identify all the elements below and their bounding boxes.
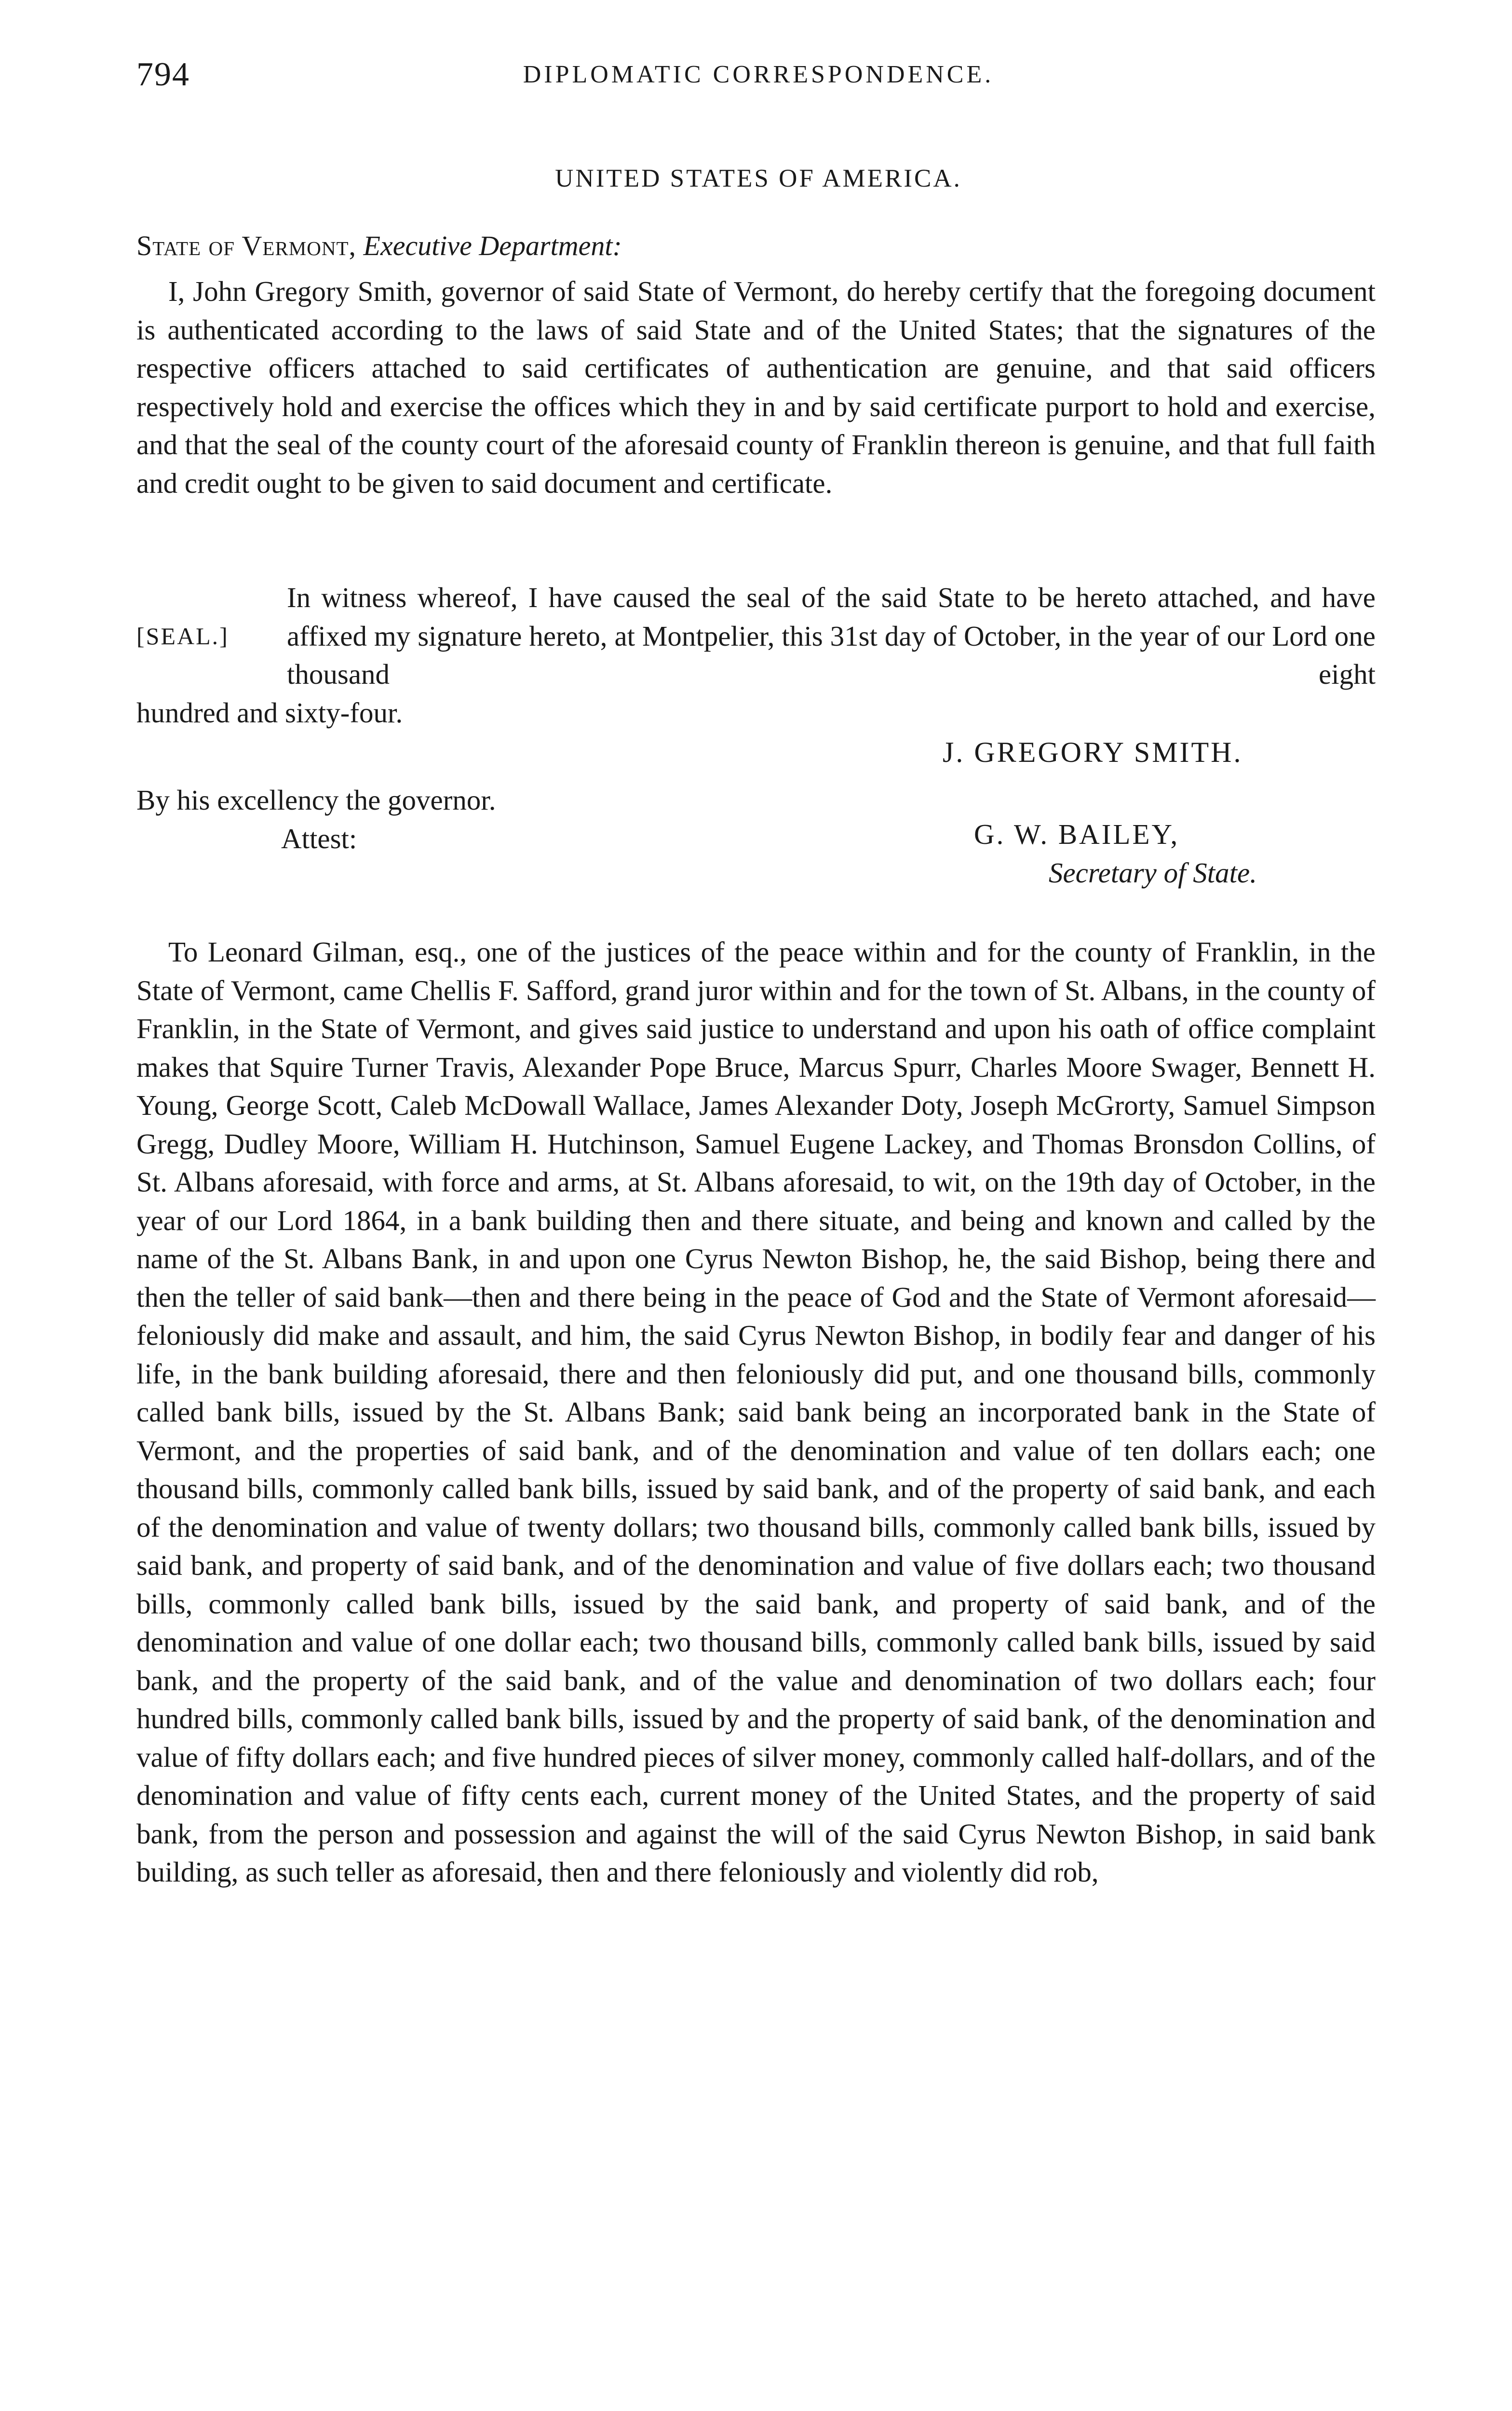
department-name: Executive Department: <box>363 230 622 261</box>
secretary-name: G. W. BAILEY, <box>974 818 1180 850</box>
document-heading: UNITED STATES OF AMERICA. <box>555 164 962 192</box>
complaint-paragraph: To Leonard Gilman, esq., one of the justices of the peace within and for the county of Franklin, in the State of Vermont, came Chellis F. Safford, grand juror within and for the town of St. Albans, in the county of Franklin, in the State of Vermont, and gives said justice to understand and upon his oath of office complaint makes that Squire Turner Travis, Alexander Pope Bruce, Marcus Spurr, Charles Moore Swager, Bennett H. Young, George Scott, Caleb McDowall Wallace, James Alexander Doty, Joseph McGrorty, Samuel Simpson Gregg, Dudley Moore, William H. Hutchinson, Samuel Eugene Lackey, and Thomas Bronsdon Collins, of St. Albans aforesaid, with force and arms, at St. Albans aforesaid, to wit, on the 19th day of October, in the year of our Lord 1864, in a bank building then and there situate, and being and known and called by the name of the St. Albans Bank, in and upon one Cyrus Newton Bishop, he, the said Bishop, being there and then the teller of said bank—then and there being in the peace of God and the State of Vermont aforesaid—feloniously did make and assault, and him, the said Cyrus Newton Bishop, in bodily fear and danger of his life, in the bank building aforesaid, there and then feloniously did put, and one thousand bills, commonly called bank bills, issued by the St. Albans Bank; said bank being an incorporated bank in the State of Vermont, and the properties of said bank, and of the denomination and value of ten dollars each; one thousand bills, commonly called bank bills, issued by said bank, and of the property of said bank, and each of the denomination and value of twenty dollars; two thousand bills, commonly called bank bills, issued by said bank, and property of said bank, and of the denomination and value of five dollars each; two thousand bills, commonly called bank bills, issued by the said bank, and property of said bank, and of the denomination and value of one dollar each; two thousand bills, commonly called bank bills, issued by said bank, and the property of the said bank, and of the value and denomination of two dollars each; four hundred bills, commonly called bank bills, issued by and the property of said bank, of the denomination and value of fifty dollars each; and five hundred pieces of silver money, commonly called half-dollars, and of the denomination and value of fifty cents each, current money of the United States, and the property of said bank, from the person and possession and against the will of the said Cyrus Newton Bishop, in said bank building, as such teller as aforesaid, then and there feloniously and violently did rob, <box>136 936 1376 1888</box>
state-line <box>136 227 622 265</box>
attest-block <box>136 781 496 858</box>
attest-line-2: Attest: <box>281 822 357 854</box>
certificate-paragraph: I, John Gregory Smith, governor of said State of Vermont, do hereby certify that the foregoing document is authenticated according to the laws of said State and of the United States; that the signatures of the respective officers attached to said certificates of authentication are genuine, and that said officers respectively hold and exercise the offices which they in and by said certificate purport to hold and exercise, and that the seal of the county court of the aforesaid county of Franklin thereon is genuine, and that full faith and credit ought to be given to said document and certificate. <box>136 275 1376 499</box>
attest-line-1: By his excellency the governor. <box>136 784 496 816</box>
state-name: State of Vermont, <box>136 230 357 261</box>
secretary-signature <box>974 815 1257 892</box>
witness-tail: hundred and sixty-four. <box>136 696 403 729</box>
witness-text: In witness whereof, I have caused the seal of the said State to be hereto attached, and have affixed my signature hereto, at Montpelier, this 31st day of October, in the year of our Lord one thousand eight <box>287 582 1376 690</box>
witness-block <box>136 579 1376 732</box>
page-header <box>136 53 1380 96</box>
secretary-title: Secretary of State. <box>1049 857 1257 889</box>
running-head: DIPLOMATIC CORRESPONDENCE. <box>523 61 994 88</box>
governor-signature: J. GREGORY SMITH. <box>943 736 1243 768</box>
seal-mark: [SEAL.] <box>136 623 229 650</box>
page-number: 794 <box>136 56 190 93</box>
